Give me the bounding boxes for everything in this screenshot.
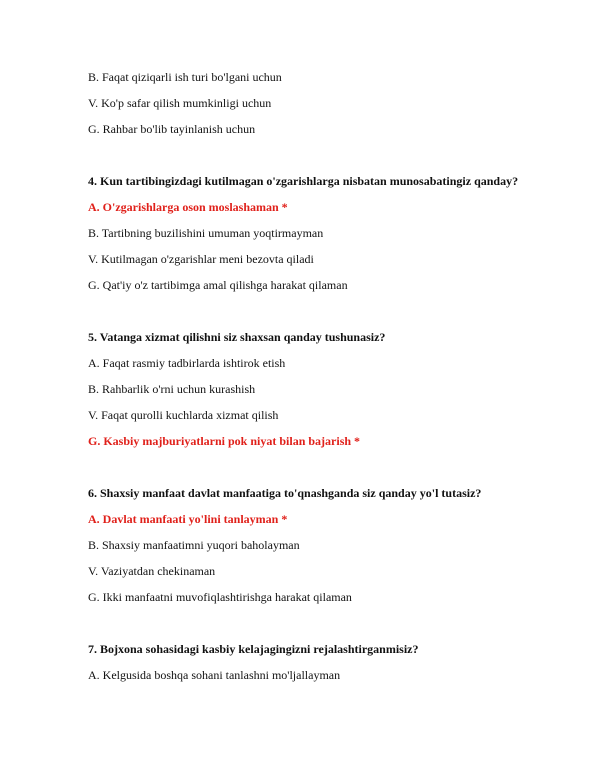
option-q3-g: G. Rahbar bo'lib tayinlanish uchun [88,122,256,136]
option-q6-g: G. Ikki manfaatni muvofiqlashtirishga harakat qilaman [88,590,352,604]
option-q5-g-correct: G. Kasbiy majburiyatlarni pok niyat bilan bajarish * [88,434,361,448]
question-6: 6. Shaxsiy manfaat davlat manfaatiga to'qnashganda siz qanday yo'l tutasiz? [88,486,482,500]
option-q6-b: B. Shaxsiy manfaatimni yuqori baholayman [88,538,300,552]
question-7: 7. Bojxona sohasidagi kasbiy kelajagingizni rejalashtirganmisiz? [88,642,419,656]
option-q6-a-correct: A. Davlat manfaati yo'lini tanlayman * [88,512,288,526]
option-q3-v: V. Ko'p safar qilish mumkinligi uchun [88,96,272,110]
question-4: 4. Kun tartibingizdagi kutilmagan o'zgarishlarga nisbatan munosabatingiz qanday? [88,174,519,188]
option-q5-v: V. Faqat qurolli kuchlarda xizmat qilish [88,408,279,422]
option-q4-a-correct: A. O'zgarishlarga oson moslashaman * [88,200,288,214]
option-q5-b: B. Rahbarlik o'rni uchun kurashish [88,382,256,396]
option-q4-v: V. Kutilmagan o'zgarishlar meni bezovta qiladi [88,252,314,266]
option-q4-g: G. Qat'iy o'z tartibimga amal qilishga harakat qilaman [88,278,348,292]
option-q6-v: V. Vaziyatdan chekinaman [88,564,216,578]
question-5: 5. Vatanga xizmat qilishni siz shaxsan qanday tushunasiz? [88,330,386,344]
option-q5-a: A. Faqat rasmiy tadbirlarda ishtirok etish [88,356,286,370]
option-q4-b: B. Tartibning buzilishini umuman yoqtirmayman [88,226,324,240]
option-q7-a: A. Kelgusida boshqa sohani tanlashni mo'ljallayman [88,668,341,682]
option-q3-b: B. Faqat qiziqarli ish turi bo'lgani uchun [88,70,282,84]
